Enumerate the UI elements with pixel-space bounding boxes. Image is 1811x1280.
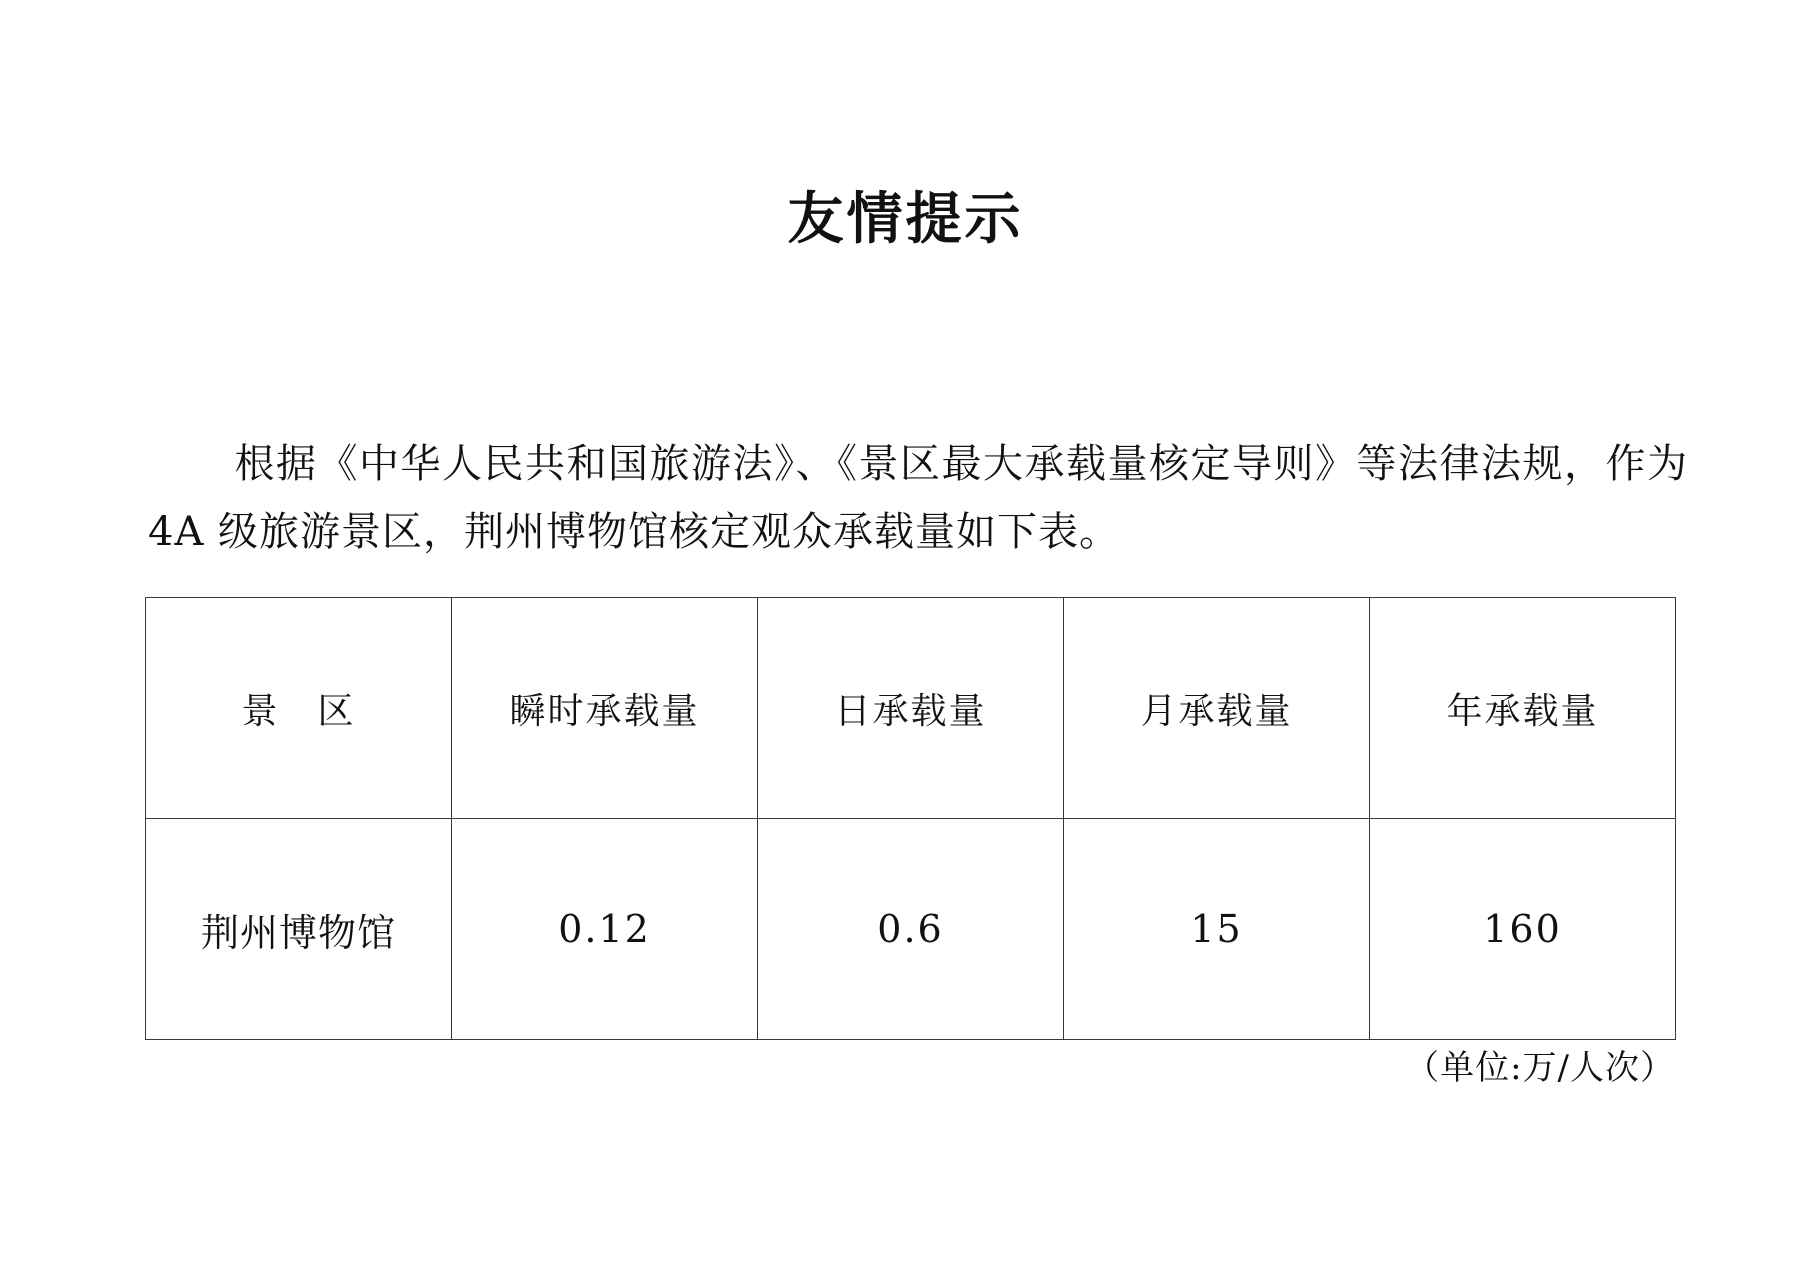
cell-instant-capacity: 0.12 <box>452 819 758 1040</box>
table-header-monthly-capacity: 月承载量 <box>1064 598 1370 819</box>
table-header-row <box>146 598 1676 819</box>
cell-monthly-capacity: 15 <box>1064 819 1370 1040</box>
table-header-instant-capacity: 瞬时承载量 <box>452 598 758 819</box>
cell-scenic-area: 荆州博物馆 <box>146 819 452 1040</box>
table-header-scenic-area: 景 区 <box>146 598 452 819</box>
capacity-table-wrapper <box>145 597 1675 1040</box>
table-body <box>146 819 1676 1040</box>
table-header <box>146 598 1676 819</box>
table-header-yearly-capacity: 年承载量 <box>1370 598 1676 819</box>
body-paragraph <box>148 430 1688 566</box>
unit-note: （单位:万/人次） <box>1405 1048 1675 1088</box>
page-title: 友情提示 <box>787 186 1024 252</box>
table-header-daily-capacity: 日承载量 <box>758 598 1064 819</box>
cell-daily-capacity: 0.6 <box>758 819 1064 1040</box>
cell-yearly-capacity: 160 <box>1370 819 1676 1040</box>
table-row <box>146 819 1676 1040</box>
paragraph-text: 根据《中华人民共和国旅游法》、《景区最大承载量核定导则》等法律法规，作为 4A 级旅游景区，荆州博物馆核定观众承载量如下表。 <box>148 441 1688 555</box>
capacity-table <box>145 597 1676 1040</box>
